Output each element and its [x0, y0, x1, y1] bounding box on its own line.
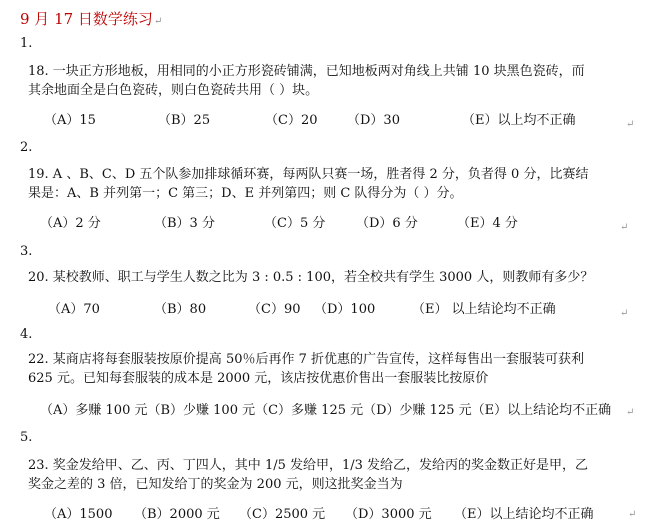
paragraph-mark-icon: ↵: [153, 16, 163, 27]
question-stem-5: [28, 456, 628, 494]
paragraph-mark-icon: ↵: [620, 222, 629, 233]
option-d: （D）100: [314, 302, 376, 317]
stem-line: 20. 某校教师、职工与学生人数之比为 3 : 0.5 : 100，若全校共有学生 3000 人，则教师有多少？: [28, 270, 594, 285]
stem-line: 其余地面全是白色瓷砖，则白色瓷砖共用（ ）块。: [28, 83, 319, 98]
option-c: （C）5 分: [264, 216, 326, 231]
stem-line: 18. 一块正方形地板，用相同的小正方形瓷砖铺满，已知地板两对角线上共铺 10 块黑色瓷砖，而: [28, 64, 585, 79]
question-number-4: 4.: [20, 327, 33, 342]
option-row: （A）多赚 100 元（B）少赚 100 元（C）多赚 125 元（D）少赚 125 元（E）以上结论均不正确: [40, 403, 612, 418]
option-e: （E）4 分: [457, 216, 518, 231]
option-b: （B）80: [154, 302, 207, 317]
paragraph-mark-icon: ↵: [628, 509, 637, 520]
question-number-3: 3.: [20, 244, 33, 259]
question-stem-1: [28, 62, 628, 100]
stem-line: 奖金之差的 3 倍，已知发给丁的奖金为 200 元，则这批奖金当为: [28, 477, 403, 492]
paragraph-mark-icon: ↵: [626, 407, 635, 418]
question-options-4: [0, 399, 649, 417]
paragraph-mark-icon: ↵: [626, 119, 635, 130]
question-number-1: 1.: [20, 36, 33, 51]
option-b: （B）3 分: [154, 216, 215, 231]
question-options-1: [0, 109, 649, 130]
paragraph-mark-icon: ↵: [620, 308, 629, 319]
question-number-2: 2.: [20, 140, 33, 155]
stem-line: 23. 奖金发给甲、乙、丙、丁四人，其中 1/5 发给甲，1/3 发给乙，发给丙的奖金数正好是甲，乙: [28, 458, 589, 473]
option-a: （A）70: [48, 302, 100, 317]
stem-line: 果是：A、B 并列第一；C 第三；D、E 并列第四；则 C 队得分为（ ）分。: [28, 186, 463, 201]
question-options-5: [0, 503, 649, 521]
option-d: （D）3000 元: [345, 507, 432, 522]
option-e: （E）以上结论均不正确: [454, 507, 594, 522]
option-c: （C）90: [248, 302, 301, 317]
option-a: （A）2 分: [40, 216, 101, 231]
question-number-5: 5.: [20, 430, 33, 445]
stem-line: 625 元。已知每套服装的成本是 2000 元，该店按优惠价售出一套服装比按原价: [28, 371, 489, 386]
option-d: （D）6 分: [356, 216, 418, 231]
page-title: 9 月 17 日数学练习↵: [20, 10, 163, 28]
question-options-3: [0, 298, 649, 319]
option-e: （E） 以上结论均不正确: [412, 302, 556, 317]
option-c: （C）2500 元: [239, 507, 326, 522]
stem-line: 22. 某商店将每套服装按原价提高 50％后再作 7 折优惠的广告宣传，这样每售出一套服装可获利: [28, 352, 585, 367]
option-d: （D）30: [347, 113, 400, 128]
option-a: （A）15: [44, 113, 96, 128]
stem-line: 19. A 、B、C、D 五个队参加排球循环赛，每两队只赛一场，胜者得 2 分，负者得 0 分，比赛结: [28, 167, 589, 182]
option-b: （B）25: [158, 113, 211, 128]
question-stem-3: [28, 268, 628, 287]
question-options-2: [0, 212, 649, 233]
option-a: （A）1500: [44, 507, 113, 522]
option-c: （C）20: [265, 113, 318, 128]
option-b: （B）2000 元: [134, 507, 220, 522]
question-stem-2: [28, 165, 628, 203]
option-e: （E）以上均不正确: [462, 113, 576, 128]
question-stem-4: [28, 350, 628, 388]
